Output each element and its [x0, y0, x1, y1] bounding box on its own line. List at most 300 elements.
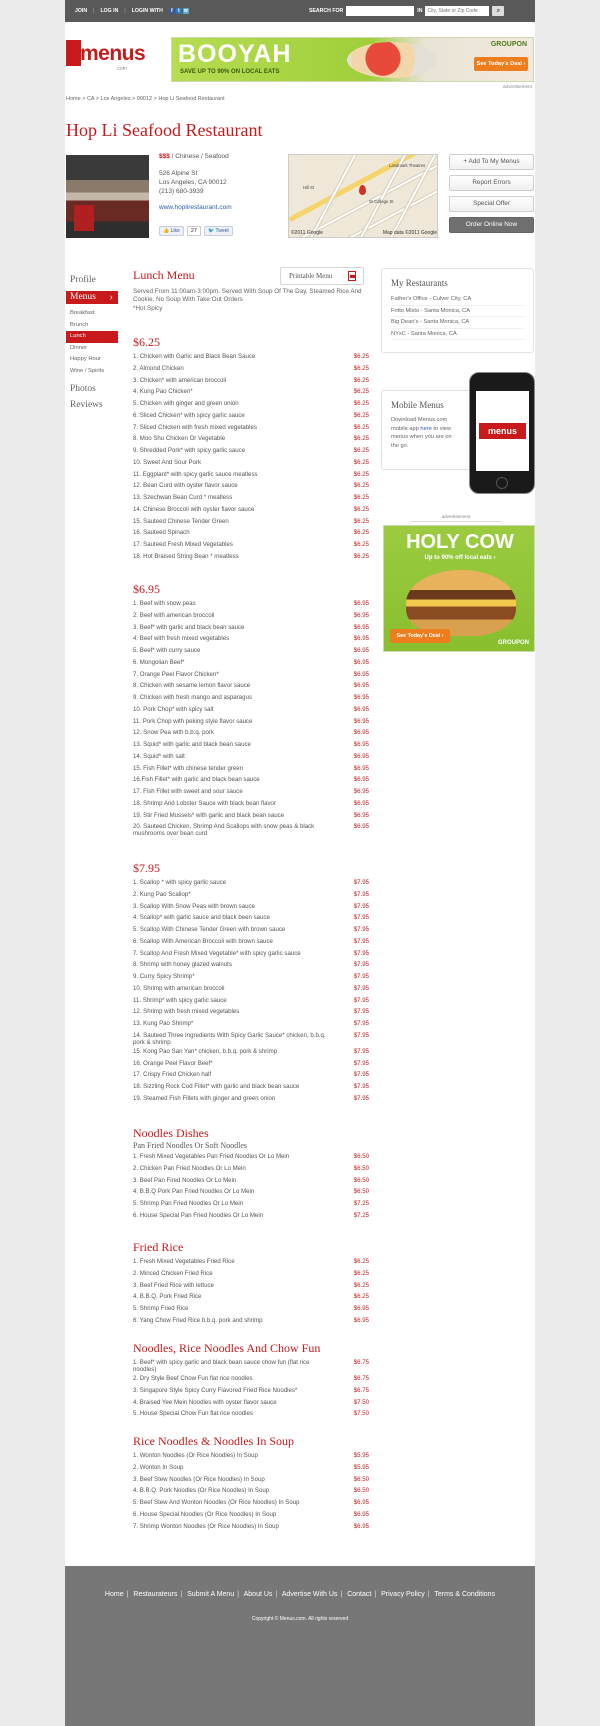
- menu-item-name: 4. Scallop* with garlic sauce and black been sauce: [133, 914, 270, 922]
- logo-mark: [66, 40, 81, 66]
- ad-subtext: Up to 90% off local eats ›: [424, 555, 496, 561]
- menu-item-price: $7.95: [353, 1059, 369, 1067]
- location-map[interactable]: [288, 154, 438, 238]
- menu-item-price: $6.95: [353, 705, 369, 713]
- website-link[interactable]: www.hoplirestaurant.com: [159, 204, 232, 211]
- phone-image: [469, 372, 535, 494]
- menu-content: [133, 268, 369, 313]
- section-title: $7.95: [133, 861, 160, 875]
- menu-item-price: $6.25: [353, 1293, 369, 1301]
- price-level: $$$: [159, 153, 170, 160]
- menu-item: [133, 903, 369, 915]
- menu-item-price: $6.95: [353, 611, 369, 619]
- menu-section: [133, 582, 369, 839]
- menu-item: [133, 997, 369, 1009]
- map-label: Hill St: [303, 185, 314, 190]
- menu-item: [133, 1476, 369, 1488]
- menu-item-name: 9. Chicken with fresh mango and asparagus: [133, 694, 252, 701]
- menu-item: [133, 600, 369, 612]
- menu-item-name: 14. Chinese Broccoli with oyster flavor sauce: [133, 505, 255, 513]
- menu-item-name: 11. Shrimp* with spicy garlic sauce: [133, 996, 227, 1004]
- menu-item: [133, 529, 369, 541]
- facebook-like-button[interactable]: [159, 226, 184, 236]
- menu-item-price: $7.95: [353, 996, 369, 1004]
- phone-screen-logo: menus: [479, 423, 526, 439]
- twitter-bird-icon: 🐦: [207, 228, 215, 234]
- search-button[interactable]: [492, 6, 504, 16]
- menu-item-price: $7.95: [353, 949, 369, 957]
- menu-item-price: $6.95: [353, 823, 369, 831]
- menu-item-name: 12. Snow Pea with b.b.q. pork: [133, 729, 214, 737]
- menu-item-price: $6.25: [353, 376, 369, 384]
- menu-item-price: $7.95: [353, 926, 369, 933]
- nav-sub-dinner[interactable]: Dinner: [70, 344, 88, 351]
- menu-item-price: $6.25: [353, 423, 369, 431]
- menu-item-name: 5. Shrimp Fried Rice: [133, 1305, 189, 1312]
- nav-menus[interactable]: Menus ›: [66, 291, 118, 304]
- menu-item: [133, 1387, 369, 1399]
- menu-item: [133, 659, 369, 671]
- menu-item-price: $7.25: [353, 1211, 369, 1219]
- menu-item: [133, 1487, 369, 1499]
- breadcrumb[interactable]: Home > CA > Los Angeles > 90012 > Hop Li Seafood Restaurant: [66, 96, 225, 102]
- menu-item: [133, 1071, 369, 1083]
- facebook-icon[interactable]: f: [169, 8, 175, 14]
- menu-item-price: $6.25: [353, 364, 369, 372]
- login-link[interactable]: LOG IN: [100, 8, 119, 14]
- menu-item-price: $7.95: [353, 1071, 369, 1079]
- menu-note: *Hot Spicy: [133, 304, 163, 312]
- menu-item: [133, 1200, 369, 1212]
- menu-item-name: 14. Squid* with salt: [133, 752, 185, 760]
- menu-item: [133, 553, 369, 565]
- menu-item: [133, 776, 369, 788]
- menu-item-price: $6.25: [353, 505, 369, 513]
- printable-menu-label: Printable Menu: [289, 272, 333, 280]
- menu-item: [133, 518, 369, 530]
- section-title: Noodles, Rice Noodles And Chow Fun: [133, 1341, 321, 1355]
- menu-item-name: 8. Shrimp with honey glazed walnuts: [133, 961, 232, 969]
- like-count: 27: [187, 226, 201, 236]
- logo-suffix: .com: [116, 66, 127, 72]
- menu-item-name: 8. Chicken with sesame lemon flavor sauce: [133, 682, 251, 690]
- menu-item-name: 6. House Special Noodles (Or Rice Noodles) In Soup: [133, 1510, 277, 1518]
- menu-item-name: 10. Shrimp with american broccoli: [133, 984, 225, 992]
- pdf-icon: [348, 271, 356, 281]
- menu-item-name: 2. Minced Chicken Fried Rice: [133, 1269, 213, 1277]
- address-line-1: 526 Alpine St: [159, 170, 198, 177]
- menu-item-price: $7.95: [353, 890, 369, 898]
- menu-item-price: $7.95: [353, 937, 369, 945]
- in-label: IN: [417, 8, 423, 14]
- mobile-menus-text: [391, 416, 455, 450]
- menu-item-name: 20. Sauteed Chicken, Shrimp And Scallops with snow peas & black mushrooms over bean curd: [133, 823, 315, 838]
- section-subtitle: Pan Fried Noodles Or Soft Noodles: [133, 1141, 247, 1150]
- menu-section: [133, 1434, 369, 1534]
- menu-item-price: $6.25: [353, 482, 369, 490]
- restaurant-info: [159, 152, 232, 212]
- menu-item-name: 7. Orange Peel Flavor Chicken*: [133, 670, 219, 678]
- menu-item-price: $6.50: [353, 1475, 369, 1483]
- menu-item-price: $6.95: [353, 1305, 369, 1312]
- nav-photos[interactable]: Photos: [70, 384, 96, 394]
- menu-item-price: $6.95: [353, 1510, 369, 1518]
- menu-item-name: 3. Beef Stew Noodles (Or Rice Noodles) In Soup: [133, 1475, 265, 1483]
- menu-section: [133, 1126, 369, 1224]
- menu-item-name: 1. Fresh Mixed Vegetables Pan Fried Noodles Or Lo Mein: [133, 1153, 290, 1160]
- menus-logo[interactable]: [66, 40, 146, 76]
- menu-item-name: 3. Beef Fried Rice with lettuce: [133, 1281, 214, 1289]
- menu-item-name: 2. Dry Style Beef Chow Fun flat rice noodles: [133, 1375, 253, 1382]
- menu-item: [133, 541, 369, 553]
- location-input[interactable]: [425, 6, 489, 16]
- menu-item: [133, 482, 369, 494]
- nav-reviews[interactable]: Reviews: [70, 400, 103, 410]
- special-offer-button[interactable]: Special Offer: [449, 196, 534, 212]
- sidebar-ad[interactable]: [383, 525, 535, 652]
- footer-link-advertise[interactable]: Advertise With Us: [281, 1591, 338, 1598]
- menu-item-price: $6.95: [353, 1316, 369, 1324]
- menu-item-name: 6. Yang Chow Fried Rice b.b.q. pork and shrimp: [133, 1316, 263, 1324]
- action-buttons: [449, 154, 534, 238]
- menu-item: [133, 1305, 369, 1317]
- menu-item-name: 15. Fish Fillet* with chinese tender green: [133, 764, 244, 772]
- groupon-logo: GROUPON: [497, 640, 529, 646]
- ad-subtext: SAVE UP TO 90% ON LOCAL EATS: [180, 69, 280, 75]
- menu-item-price: $6.50: [353, 1188, 369, 1196]
- menu-item-name: 17. Fish Fillet with sweet and sour sauce: [133, 788, 243, 795]
- menu-item-name: 4. Beef with fresh mixed vegetables: [133, 635, 230, 643]
- menu-item: [133, 1270, 369, 1282]
- menu-item-price: $6.50: [353, 1176, 369, 1184]
- menu-item: [133, 1048, 369, 1060]
- menu-item: [133, 400, 369, 412]
- menu-item: [133, 718, 369, 730]
- menu-item: [133, 823, 369, 839]
- menu-item-price: $6.25: [353, 552, 369, 560]
- menu-section: [133, 335, 369, 565]
- menu-item-price: $5.95: [353, 1452, 369, 1459]
- mobile-app-link[interactable]: here: [420, 425, 432, 432]
- menu-item-name: 12. Shrimp with fresh mixed vegetables: [133, 1008, 240, 1016]
- menu-item: [133, 1177, 369, 1189]
- thumbs-up-icon: 👍: [163, 228, 170, 234]
- menu-item-name: 3. Beef Pan Fired Noodles Or Lo Mein: [133, 1176, 237, 1184]
- section-title: Fried Rice: [133, 1240, 184, 1254]
- menu-item-price: $5.95: [353, 1463, 369, 1471]
- menu-item-price: $6.50: [353, 1153, 369, 1160]
- nav-sub-happy-hour[interactable]: Happy Hour: [70, 356, 101, 362]
- menu-item-name: 1. Scallop * with spicy garlic sauce: [133, 879, 227, 886]
- menu-item-name: 18. Sizzling Rock Cod Fillet* with garlic and black bean sauce: [133, 1083, 300, 1090]
- join-link[interactable]: JOIN: [75, 8, 88, 14]
- like-label: Like: [170, 228, 180, 234]
- menu-section: [133, 1341, 369, 1422]
- menu-item-name: 2. Kung Pao Scallop*: [133, 890, 191, 898]
- menu-item: [133, 635, 369, 647]
- menu-item-price: $6.25: [353, 400, 369, 407]
- menu-item: [133, 1083, 369, 1095]
- menu-item-name: 2. Wonton In Soup: [133, 1463, 184, 1471]
- menu-item-name: 16.Fish Fillet* with garlic and black bean sauce: [133, 776, 260, 784]
- menu-item-price: $7.50: [353, 1398, 369, 1406]
- windows-icon[interactable]: w: [183, 8, 188, 14]
- menu-item: [133, 353, 369, 365]
- menu-item: [133, 365, 369, 377]
- menu-item-price: $6.95: [353, 682, 369, 690]
- menu-item: [133, 1153, 369, 1165]
- menu-item-price: $6.95: [353, 752, 369, 760]
- menu-item: [133, 1060, 369, 1072]
- menu-item-price: $6.25: [353, 529, 369, 537]
- menu-item-price: $7.95: [353, 961, 369, 969]
- menu-item: [133, 694, 369, 706]
- nav-sub-breakfast[interactable]: Breakfast: [70, 310, 95, 316]
- menu-item-price: $6.95: [353, 741, 369, 748]
- menu-item-name: 19. Stir Fried Mussels* with garlic and black bean sauce: [133, 811, 285, 819]
- menu-item: [133, 671, 369, 683]
- menu-item: [133, 459, 369, 471]
- mobile-text-after: to view menus when you are on the go.: [391, 425, 452, 449]
- menu-item-name: 4. B.B.Q. Pork Fried Rice: [133, 1293, 202, 1301]
- menu-item-name: 9. Shredded Pork* with spicy garlic sauce: [133, 447, 246, 454]
- menu-item-name: 1. Chicken with Garlic and Black Bean Sauce: [133, 353, 256, 360]
- menu-item-price: $6.75: [353, 1359, 369, 1366]
- menu-item-price: $6.25: [353, 1281, 369, 1289]
- menu-item-price: $6.95: [353, 729, 369, 737]
- menu-item: [133, 985, 369, 997]
- restaurant-photo[interactable]: [66, 155, 149, 238]
- menu-item-price: $6.95: [353, 635, 369, 643]
- menu-item-price: $6.75: [353, 1375, 369, 1382]
- menu-item-name: 1. Beef with snow peas: [133, 600, 196, 607]
- menu-item: [133, 412, 369, 424]
- top-bar: JOIN | LOG IN | LOGIN WITH f t w SEARCH FOR IN City, State or Zip Code ⌕: [65, 0, 535, 22]
- menu-item-price: $6.95: [353, 1499, 369, 1506]
- menu-item-price: $7.95: [353, 902, 369, 910]
- menu-item-name: 8. Moo Shu Chicken Or Vegetable: [133, 435, 226, 443]
- menu-item-name: 4. B.B.Q Pork Pan Fried Noodles Or Lo Mein: [133, 1188, 255, 1196]
- menu-item: [133, 624, 369, 636]
- menu-item-price: $7.95: [353, 879, 369, 886]
- menu-item: [133, 1095, 369, 1107]
- map-copyright: ©2011 Google: [291, 230, 323, 236]
- footer-link-privacy[interactable]: Privacy Policy: [381, 1591, 425, 1598]
- footer-link-home[interactable]: Home: [104, 1591, 124, 1598]
- menu-item-price: $7.95: [353, 1020, 369, 1027]
- ad-headline: BOOYAH: [178, 40, 292, 68]
- menu-item: [133, 612, 369, 624]
- ad-deal-button[interactable]: See Today's Deal ›: [390, 629, 450, 643]
- top-banner-ad[interactable]: [171, 37, 534, 82]
- menu-item: [133, 1188, 369, 1200]
- menu-item-name: 1. Wonton Noodles (Or Rice Noodles) In Soup: [133, 1452, 258, 1459]
- menu-item: [133, 926, 369, 938]
- search-icon: ⌕: [496, 8, 501, 14]
- menu-item: [133, 1511, 369, 1523]
- menu-item-price: $6.25: [353, 517, 369, 525]
- page-title: Hop Li Seafood Restaurant: [66, 120, 263, 140]
- menu-item: [133, 1165, 369, 1177]
- section-title: Noodles Dishes: [133, 1126, 209, 1140]
- nav-profile[interactable]: Profile: [70, 275, 96, 285]
- menu-section: [133, 861, 369, 1107]
- footer-link-about[interactable]: About Us: [243, 1591, 273, 1598]
- map-label: Landmark Theatres: [389, 163, 426, 168]
- order-online-button[interactable]: Order Online Now: [449, 217, 534, 233]
- logo-word: menus: [80, 42, 146, 65]
- menu-item-name: 6. Scallop With American Broccoli with brown sauce: [133, 937, 273, 945]
- menu-item-name: 15. Sauteed Chinese Tender Green: [133, 517, 229, 525]
- menu-item-name: 10. Sweet And Sour Pork: [133, 458, 202, 466]
- footer-link-contact[interactable]: Contact: [347, 1591, 372, 1598]
- menu-item-name: 17. Sauteed Fresh Mixed Vegetables: [133, 541, 233, 548]
- menu-item-price: $6.25: [353, 447, 369, 454]
- menu-item-name: 6. House Special Pan Fried Noodles Or Lo Mein: [133, 1211, 264, 1219]
- menu-item: [133, 765, 369, 777]
- menu-item-name: 4. Braised Yee Mein Noodles with oyster flavor sauce: [133, 1398, 277, 1406]
- menu-item-name: 18. Hot Braised String Bean * meatless: [133, 552, 239, 560]
- footer-link-terms[interactable]: Terms & Conditions: [434, 1591, 496, 1598]
- twitter-icon[interactable]: t: [176, 8, 182, 14]
- nav-sub-brunch[interactable]: Brunch: [70, 321, 89, 328]
- menu-item: [133, 1452, 369, 1464]
- menu-item-name: 12. Bean Curd with oyster flavor sauce: [133, 482, 238, 490]
- menu-item: [133, 706, 369, 718]
- menu-item: [133, 435, 369, 447]
- footer-link-submit-menu[interactable]: Submit A Menu: [187, 1591, 235, 1598]
- share-buttons: [159, 226, 233, 236]
- menu-item-price: $6.75: [353, 1386, 369, 1394]
- menu-item-price: $6.25: [353, 411, 369, 419]
- menu-item: [133, 471, 369, 483]
- menu-item-price: $6.95: [353, 799, 369, 807]
- search-for-label: SEARCH FOR: [309, 8, 344, 14]
- menu-item: [133, 788, 369, 800]
- menu-item-price: $6.25: [353, 1258, 369, 1265]
- menu-item-price: $6.25: [353, 435, 369, 443]
- menu-item: [133, 1317, 369, 1329]
- footer-link-restaurateurs[interactable]: Restaurateurs: [133, 1591, 178, 1598]
- menu-item-name: 2. Beef with american broccoli: [133, 611, 215, 619]
- menu-item-price: $6.95: [353, 1522, 369, 1530]
- section-title: Rice Noodles & Noodles In Soup: [133, 1434, 294, 1448]
- menu-item-name: 6. Mongolian Beef*: [133, 658, 185, 666]
- my-restaurants-box: [381, 268, 534, 353]
- menu-item-name: 14. Sauteed Three Ingredients With Spicy Garlic Sauce* chicken, b.b.q. pork & shrimp: [133, 1031, 326, 1046]
- menu-item: [133, 891, 369, 903]
- menu-item: [133, 973, 369, 985]
- menu-item-name: 1. Beef* with spicy garlic and black bean sauce chow fun (flat rice noodles): [133, 1359, 310, 1373]
- nav-sub-lunch[interactable]: Lunch: [66, 331, 118, 343]
- menu-item-name: 17. Crispy Fried Chicken half: [133, 1071, 212, 1079]
- my-restaurant-item[interactable]: Fritto Misto - Santa Monica, CA: [391, 306, 524, 318]
- login-with-label: LOGIN WITH: [131, 8, 163, 14]
- search-input[interactable]: [346, 6, 414, 16]
- menu-item: [133, 741, 369, 753]
- menu-item-name: 13. Szechwan Bean Curd * meatless: [133, 494, 233, 501]
- ad-deal-button[interactable]: See Today's Deal ›: [474, 57, 528, 71]
- menu-item: [133, 961, 369, 973]
- menu-item-price: $7.25: [353, 1200, 369, 1207]
- footer-links: Home | Restaurateurs | Submit A Menu | About Us | Advertise With Us | Contact | Privacy Policy | Terms & Conditions: [104, 1591, 496, 1598]
- menu-item-name: 5. Scallop With Chinese Tender Green with brown sauce: [133, 926, 286, 933]
- menu-item-name: 18. Shrimp And Lobster Sauce with black bean flavor: [133, 799, 276, 807]
- menu-item-price: $7.95: [353, 973, 369, 980]
- add-to-my-menus-button[interactable]: + Add To My Menus: [449, 154, 534, 170]
- menu-item-price: $7.95: [353, 1031, 369, 1039]
- menu-item: [133, 506, 369, 518]
- menu-item: [133, 1410, 369, 1422]
- menu-item-name: 10. Pork Chop* with spicy salt: [133, 705, 214, 713]
- menu-item: [133, 800, 369, 812]
- menu-item: [133, 1359, 369, 1375]
- menu-item-price: $7.95: [353, 914, 369, 922]
- menu-item-name: 3. Scallop With Snow Peas with brown sauce: [133, 902, 255, 910]
- report-errors-button[interactable]: Report Errors: [449, 175, 534, 191]
- menu-item: [133, 1399, 369, 1411]
- menu-item-name: 7. Scallop And Fresh Mixed Vegetable* with spicy garlic sauce: [133, 949, 301, 957]
- menu-item-price: $6.25: [353, 1269, 369, 1277]
- printable-menu-button[interactable]: [280, 267, 364, 285]
- map-pin-icon: [359, 185, 366, 195]
- menu-item-price: $6.95: [353, 776, 369, 784]
- menu-item: [133, 647, 369, 659]
- my-restaurant-item[interactable]: Father's Office - Culver City, CA: [391, 294, 524, 306]
- menu-item-price: $6.95: [353, 623, 369, 631]
- dessert-image: [347, 42, 437, 78]
- menu-item-name: 7. Sliced Chicken with fresh mixed vegetables: [133, 423, 257, 431]
- my-restaurant-item[interactable]: NYxC - Santa Monica, CA: [391, 329, 524, 341]
- menu-item: [133, 377, 369, 389]
- menu-item: [133, 447, 369, 459]
- menu-item-price: $6.95: [353, 600, 369, 607]
- menu-description: Served From 11:00am-3:00pm. Served With Soup Of The Day, Steamed Rice And Cookie. No Soup With Take Out Orders: [133, 288, 362, 304]
- menu-item: [133, 753, 369, 765]
- menu-item-price: $6.25: [353, 353, 369, 360]
- menu-item: [133, 914, 369, 926]
- menu-item-name: 1. Fresh Mixed Vegetables Fried Rice: [133, 1258, 235, 1265]
- menu-item-price: $6.95: [353, 764, 369, 772]
- menu-item-name: 5. Beef Stew And Wonton Noodles (Or Rice Noodles) In Soup: [133, 1499, 300, 1506]
- nav-sub-wine-spirits[interactable]: Wine / Spirits: [70, 367, 105, 374]
- menu-item: [133, 1375, 369, 1387]
- menu-item-price: $6.95: [353, 694, 369, 701]
- menu-item: [133, 1282, 369, 1294]
- menu-item-price: $6.50: [353, 1164, 369, 1172]
- menu-item-price: $6.95: [353, 717, 369, 725]
- menu-item: [133, 1523, 369, 1535]
- menu-item-price: $6.50: [353, 1487, 369, 1495]
- menu-item: [133, 879, 369, 891]
- menu-item-price: $7.95: [353, 984, 369, 992]
- menu-item-name: 6. Sliced Chicken* with spicy garlic sauce: [133, 411, 245, 419]
- menu-item: [133, 682, 369, 694]
- menu-item-price: $6.95: [353, 811, 369, 819]
- mobile-text-before: Download Menus.com mobile app: [391, 417, 448, 432]
- section-title: $6.25: [133, 335, 160, 349]
- menu-item-name: 2. Chicken Pan Fried Noodles Or Lo Mein: [133, 1164, 246, 1172]
- map-label: W College St: [369, 199, 394, 204]
- tweet-button[interactable]: [204, 226, 233, 236]
- map-data-credit: Map data ©2011 Google: [382, 230, 437, 236]
- phone-number: (213) 680-3939: [159, 188, 204, 195]
- my-restaurant-item[interactable]: Big Dean's - Santa Monica, CA: [391, 317, 524, 329]
- menu-item: [133, 729, 369, 741]
- footer: [65, 1566, 535, 1726]
- menu-item-name: 7. Shrimp Wonton Noodles (Or Rice Noodles) In Soup: [133, 1522, 279, 1530]
- menu-item-name: 13. Squid* with garlic and black bean sauce: [133, 741, 251, 748]
